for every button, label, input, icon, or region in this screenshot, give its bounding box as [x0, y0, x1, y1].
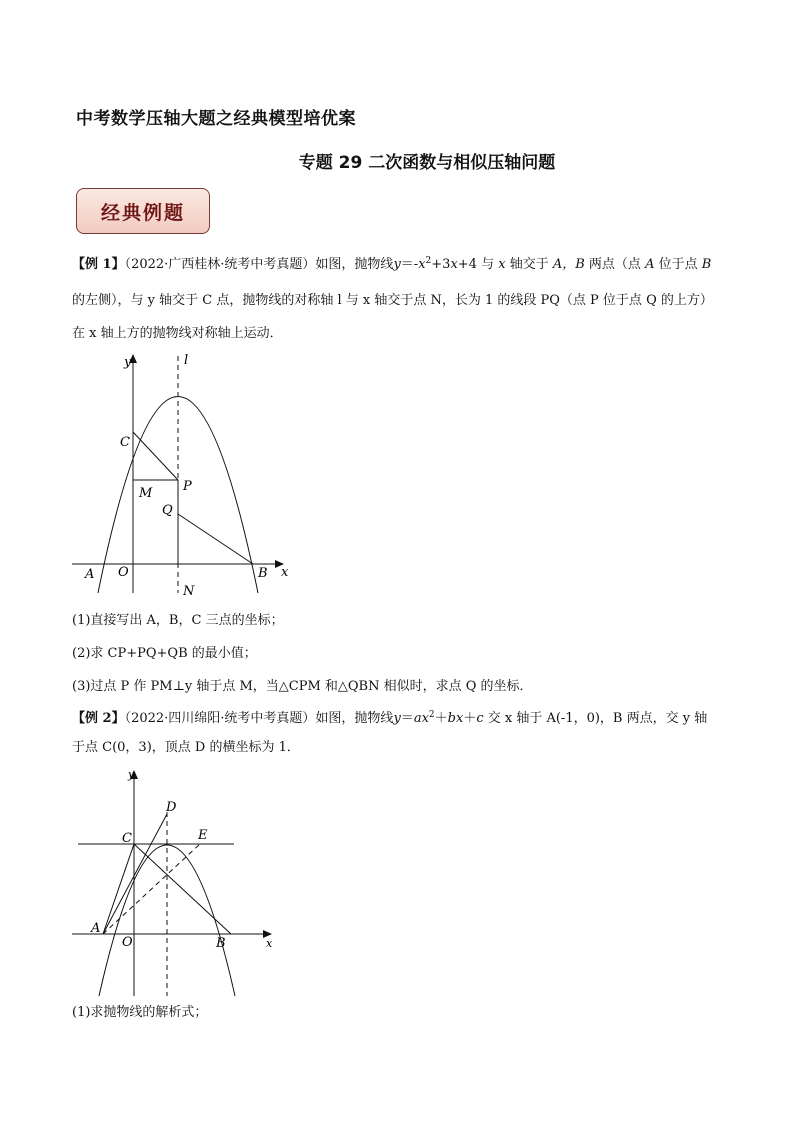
example2-question1: (1)求抛物线的解析式； [72, 1005, 208, 1020]
fig2-label-C: C [122, 831, 132, 846]
example2-line1: 【例 2】（2022·四川绵阳·统考中考真题）如图，抛物线$y=ax^2+bx+c$ 交 x 轴于 A(-1，0)，B 两点，交 y 轴 [72, 710, 708, 726]
fig1-label-M: M [139, 486, 153, 501]
fig2-label-O: O [122, 935, 133, 950]
example1-figure [70, 348, 300, 600]
example1-line3: 在 x 轴上方的抛物线对称轴上运动． [72, 326, 283, 341]
fig1-label-y: y [124, 355, 132, 370]
fig2-label-A: A [91, 921, 101, 936]
series-title: 中考数学压轴大题之经典模型培优案 [76, 109, 356, 129]
fig2-label-D: D [166, 800, 177, 815]
example1-question2: (2)求 CP+PQ+QB 的最小值； [72, 646, 257, 661]
fig1-label-N: N [183, 584, 195, 599]
fig1-label-Q: Q [162, 503, 173, 518]
fig1-label-B: B [258, 566, 268, 581]
fig1-label-O: O [118, 565, 129, 580]
fig2-label-x: x [266, 937, 273, 950]
example1-question1: (1)直接写出 A，B，C 三点的坐标； [72, 613, 284, 628]
example1-question3: (3)过点 P 作 PM⊥y 轴于点 M，当△CPM 和△QBN 相似时，求点 Q 的坐标． [72, 679, 533, 694]
fig1-label-C: C [120, 435, 130, 450]
fig1-label-x: x [281, 565, 289, 580]
fig2-label-B: B [216, 936, 226, 951]
example1-line2: 的左侧），与 y 轴交于 C 点，抛物线的对称轴 l 与 x 轴交于点 N，长为 1 的线段 PQ（点 P 位于点 Q 的上方） [72, 293, 713, 308]
fig2-label-E: E [198, 828, 208, 843]
topic-title: 专题 29 二次函数与相似压轴问题 [298, 153, 556, 173]
example2-line2: 于点 C(0，3)，顶点 D 的横坐标为 1． [72, 740, 300, 755]
fig1-label-P: P [183, 479, 192, 494]
fig1-label-l: l [184, 353, 189, 368]
example2-tag: 【例 2】 [72, 711, 125, 726]
example1-line1: 【例 1】（2022·广西桂林·统考中考真题）如图，抛物线$y=-x^2+3x+4$ 与 x 轴交于 A，B 两点（点 A 位于点 B [72, 256, 712, 272]
fig1-label-A: A [85, 567, 95, 582]
classic-examples-badge: 经典例题 [76, 188, 210, 234]
fig2-label-y: y [128, 768, 135, 781]
example1-tag: 【例 1】 [72, 257, 125, 272]
example2-figure [70, 764, 280, 1000]
